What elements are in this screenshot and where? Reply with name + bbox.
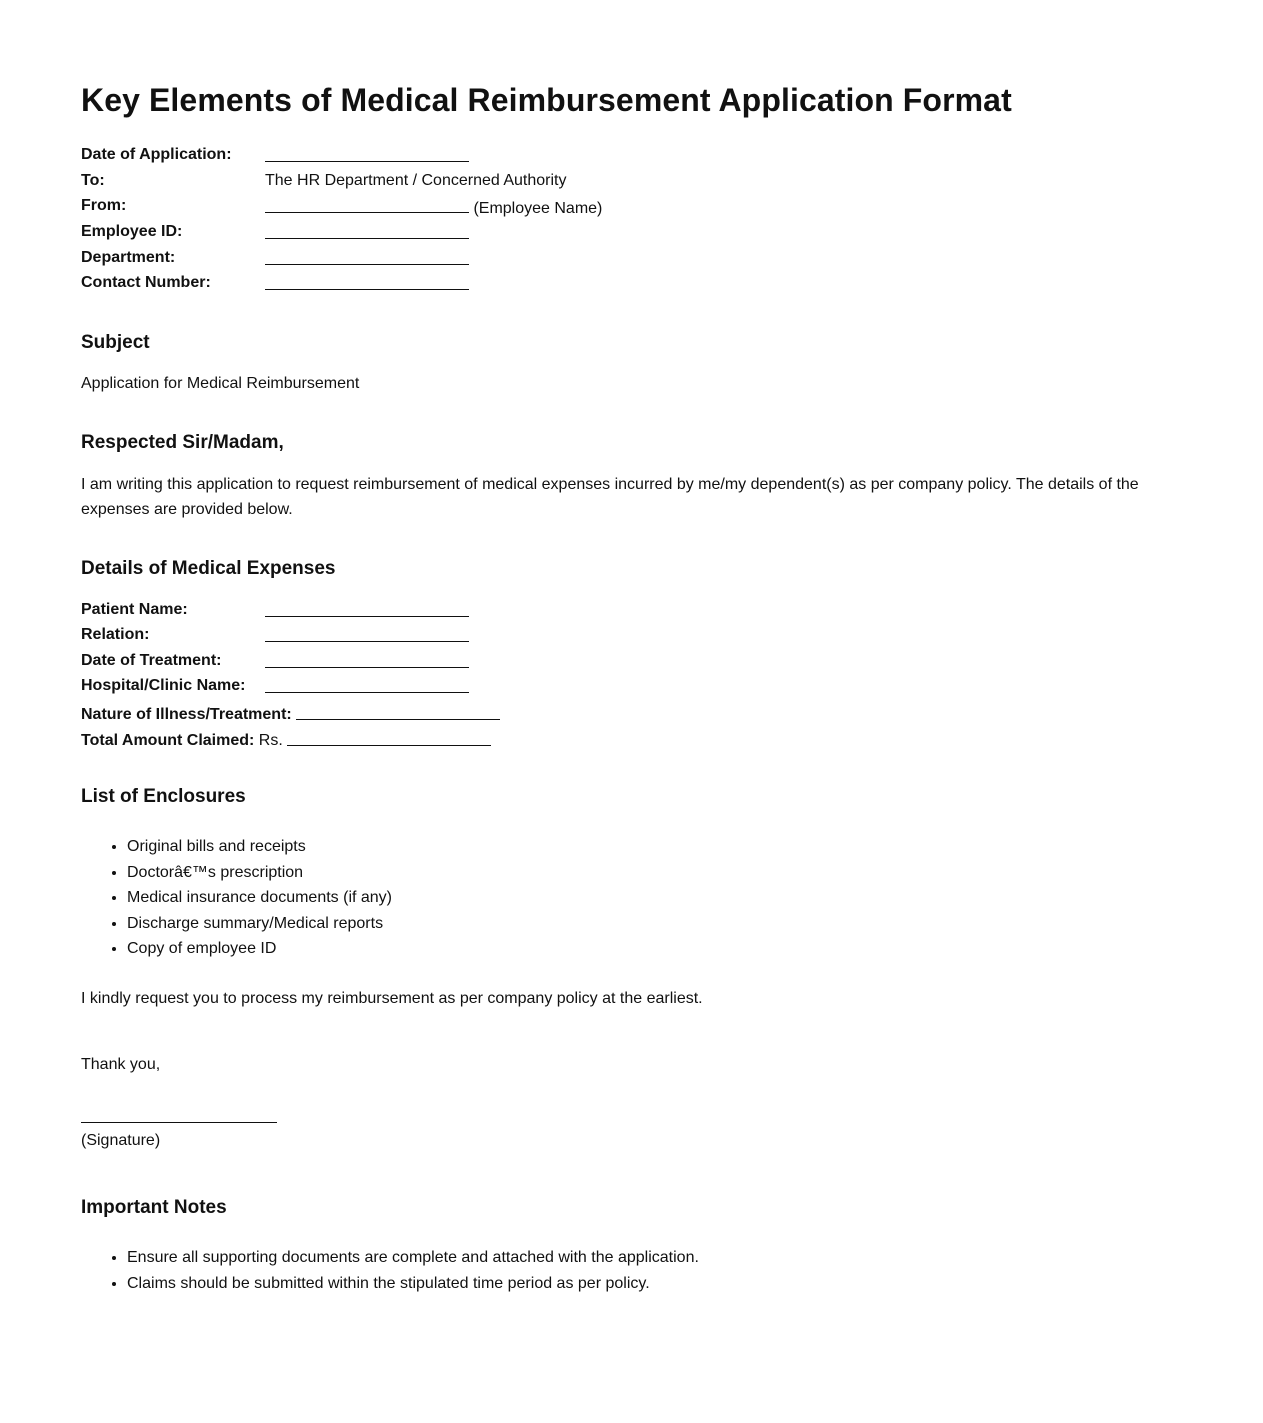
list-item: • Doctorâ€™s prescription bbox=[127, 860, 392, 886]
list-item: • Original bills and receipts bbox=[127, 834, 392, 860]
currency-prefix: Rs. bbox=[258, 732, 283, 749]
list-item: • Claims should be submitted within the stipulated time period as per policy. bbox=[127, 1271, 699, 1297]
signature-line bbox=[81, 1122, 277, 1123]
page-title: Key Elements of Medical Reimbursement Application Format bbox=[81, 82, 1012, 118]
signature-label: (Signature) bbox=[81, 1132, 161, 1149]
blank-line bbox=[287, 727, 491, 746]
notes-list bbox=[81, 1245, 699, 1296]
enclosures-heading: List of Enclosures bbox=[81, 786, 246, 807]
blank-line bbox=[296, 701, 500, 720]
subject-heading: Subject bbox=[81, 332, 150, 353]
blank-line bbox=[265, 649, 469, 668]
enclosures-list bbox=[81, 834, 392, 962]
field-label: Total Amount Claimed: bbox=[81, 732, 255, 749]
field-label: Patient Name: bbox=[81, 601, 188, 618]
notes-heading: Important Notes bbox=[81, 1197, 227, 1218]
closing-request: I kindly request you to process my reimbursement as per company policy at the earliest. bbox=[81, 990, 703, 1007]
list-item: • Copy of employee ID bbox=[127, 936, 392, 962]
field-label: Contact Number: bbox=[81, 274, 211, 291]
field-label: To: bbox=[81, 172, 105, 189]
blank-line bbox=[265, 246, 469, 265]
field-label: Nature of Illness/Treatment: bbox=[81, 706, 292, 723]
salutation-heading: Respected Sir/Madam, bbox=[81, 432, 284, 453]
subject-text: Application for Medical Reimbursement bbox=[81, 375, 360, 392]
blank-line bbox=[265, 598, 469, 617]
blank-line bbox=[265, 194, 469, 213]
field-value: The HR Department / Concerned Authority bbox=[265, 172, 567, 189]
list-item: • Medical insurance documents (if any) bbox=[127, 885, 392, 911]
blank-line bbox=[265, 271, 469, 290]
field-label: Employee ID: bbox=[81, 223, 183, 240]
field-label: Relation: bbox=[81, 626, 150, 643]
blank-line bbox=[265, 674, 469, 693]
list-item: • Discharge summary/Medical reports bbox=[127, 911, 392, 937]
salutation-body: I am writing this application to request reimbursement of medical expenses incurred by me/my dependent(s) as per company policy. The details of the expenses are provided below. bbox=[81, 476, 1139, 518]
field-label: Date of Application: bbox=[81, 146, 232, 163]
field-label: Date of Treatment: bbox=[81, 652, 222, 669]
field-label: Hospital/Clinic Name: bbox=[81, 677, 246, 694]
blank-line bbox=[265, 623, 469, 642]
field-label: From: bbox=[81, 197, 127, 214]
expenses-heading: Details of Medical Expenses bbox=[81, 558, 336, 579]
blank-line bbox=[265, 143, 469, 162]
blank-line bbox=[265, 220, 469, 239]
field-nature-of-illness bbox=[81, 700, 500, 724]
field-suffix: (Employee Name) bbox=[473, 200, 603, 217]
list-item: • Ensure all supporting documents are complete and attached with the application. bbox=[127, 1245, 699, 1271]
field-label: Department: bbox=[81, 249, 176, 266]
field-total-amount-claimed bbox=[81, 726, 491, 750]
closing-thanks: Thank you, bbox=[81, 1056, 161, 1073]
